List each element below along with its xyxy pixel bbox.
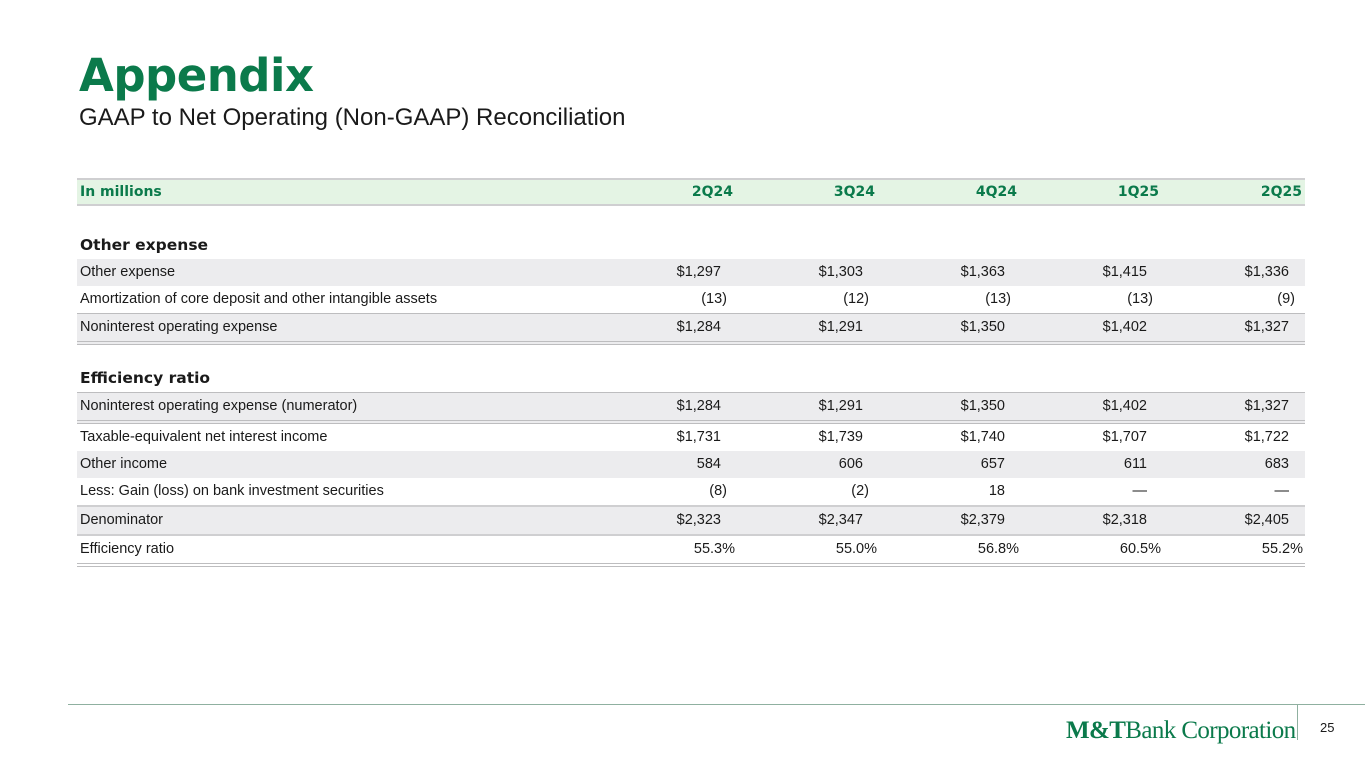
row-label: Noninterest operating expense [80,319,278,335]
footer-vertical-divider [1297,704,1298,740]
cell-value: $1,402 [1102,319,1147,335]
cell-value: 683 [1264,456,1289,472]
column-header: 4Q24 [975,184,1017,200]
cell-value: $2,347 [818,512,863,528]
company-logo [1066,716,1296,746]
cell-value: $1,722 [1244,429,1289,445]
cell-value: $2,318 [1102,512,1147,528]
cell-value: $1,739 [818,429,863,445]
cell-value: 55.3% [693,541,735,557]
cell-value: 611 [1123,456,1147,472]
row-label: Other income [80,456,168,472]
table-row-total [77,313,1305,345]
cell-value: 55.0% [835,541,877,557]
table-row [77,259,1305,286]
cell-value: $1,291 [818,398,863,414]
units-label: In millions [80,184,162,200]
cell-value: $2,405 [1244,512,1289,528]
cell-value: $1,303 [818,264,863,280]
table-row [77,286,1305,313]
table-row-total [77,536,1305,567]
cell-value: (9) [1277,291,1295,307]
cell-value: $1,350 [960,319,1005,335]
cell-value: $1,350 [960,398,1005,414]
cell-value: $2,379 [960,512,1005,528]
section-title: Efficiency ratio [80,369,211,387]
row-label: Other expense [80,264,176,280]
cell-value: $1,284 [676,398,721,414]
cell-value: $1,415 [1102,264,1147,280]
table-header-row [77,178,1305,206]
row-label: Taxable-equivalent net interest income [80,429,328,445]
cell-value: 60.5% [1119,541,1161,557]
cell-value: — [1274,483,1289,499]
page-number: 25 [1320,720,1335,735]
cell-value: $1,363 [960,264,1005,280]
cell-value: 657 [980,456,1005,472]
column-header: 1Q25 [1117,184,1159,200]
cell-value: (13) [1127,291,1153,307]
reconciliation-table [77,178,1305,567]
cell-value: — [1132,483,1147,499]
logo-mark: M&T [1066,717,1126,744]
row-label: Noninterest operating expense (numerator) [80,398,358,414]
cell-value: 584 [696,456,721,472]
cell-value: $1,327 [1244,319,1289,335]
page-subtitle: GAAP to Net Operating (Non-GAAP) Reconciliation [79,104,626,131]
section-heading [77,365,1305,392]
section-title: Other expense [80,236,209,254]
cell-value: 606 [838,456,863,472]
cell-value: (8) [709,483,727,499]
cell-value: 55.2% [1261,541,1303,557]
cell-value: $1,707 [1102,429,1147,445]
cell-value: $1,336 [1244,264,1289,280]
table-row [77,424,1305,451]
cell-value: $1,284 [676,319,721,335]
cell-value: $1,402 [1102,398,1147,414]
column-header: 2Q24 [691,184,733,200]
row-label: Amortization of core deposit and other intangible assets [80,291,438,307]
cell-value: $1,291 [818,319,863,335]
footer-divider [68,704,1365,705]
table-row [77,451,1305,478]
section-heading [77,232,1305,259]
cell-value: $1,327 [1244,398,1289,414]
row-label: Denominator [80,512,164,528]
cell-value: (2) [851,483,869,499]
cell-value: $1,731 [676,429,721,445]
table-row [77,392,1305,424]
cell-value: 18 [988,483,1005,499]
cell-value: $1,740 [960,429,1005,445]
table-row [77,507,1305,536]
cell-value: 56.8% [977,541,1019,557]
cell-value: (13) [985,291,1011,307]
cell-value: (13) [701,291,727,307]
cell-value: $1,297 [676,264,721,280]
page-title: Appendix [79,49,314,102]
cell-value: (12) [843,291,869,307]
table-row [77,478,1305,507]
logo-text: Bank Corporation [1125,717,1296,744]
column-header: 2Q25 [1260,184,1302,200]
cell-value: $2,323 [676,512,721,528]
column-header: 3Q24 [833,184,875,200]
row-label: Efficiency ratio [80,541,175,557]
row-label: Less: Gain (loss) on bank investment securities [80,483,384,499]
